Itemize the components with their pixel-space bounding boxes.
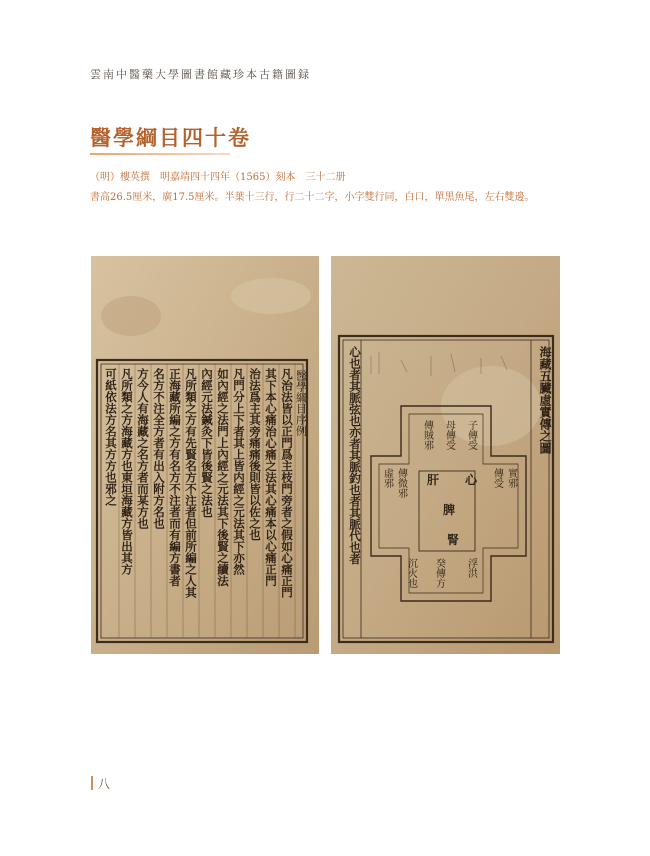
right-book-page-image: [331, 256, 560, 654]
page-number: 八: [98, 777, 111, 791]
diagram-center-2: 肝: [427, 473, 440, 487]
left-book-page-image: [91, 256, 319, 654]
running-header: 雲南中醫藥大學圖書館藏珍本古籍圖録: [90, 68, 311, 81]
left-column-12: 可紙依法方名其方方也邪之: [104, 368, 118, 506]
left-page-header: 醫學綱目序例: [294, 370, 308, 436]
left-column-2: 其下本心痛治心痛之法其心痛本以心痛正門: [264, 368, 278, 587]
right-page-header: 海藏五臟虛實傳之圖: [538, 346, 552, 454]
left-column-7: 凡所類之方有先賢名方不注者但前所編之人其: [184, 368, 198, 598]
diagram-right-2: 傳受: [491, 468, 503, 488]
page-title: 醫學綱目四十卷: [90, 125, 251, 150]
left-column-1: 凡治法皆以正門爲主枝門旁者之假如心痛正門: [280, 368, 294, 598]
title-underline: [90, 153, 230, 155]
right-page-left-column: 心也者其脈弦也亦者其脈釣也者其脈代也者: [348, 346, 362, 565]
physical-description-line: 書高26.5厘米，廣17.5厘米。半葉十三行，行二十二字，小字雙行同，白口，單黑魚尾，左右雙邊。: [90, 192, 535, 203]
diagram-center-3: 脾: [443, 503, 456, 517]
diagram-right-1: 實邪: [505, 468, 517, 488]
diagram-left-2: 虛邪: [381, 468, 393, 488]
left-column-11: 凡所類之方海藏方也東垣海藏方皆出其方: [120, 368, 134, 575]
diagram-top-1: 子傳受: [465, 420, 477, 450]
left-column-3: 治法爲主其旁痛痛後則皆以佐之也: [248, 368, 262, 541]
left-column-6: 內經元法鍼灸下皆後賢之法也: [200, 368, 214, 518]
left-column-4: 凡門分上下者其上皆内經之元法其下亦然: [232, 368, 246, 575]
diagram-center-4: 腎: [447, 533, 460, 547]
diagram-bottom-3: 浮洪: [465, 558, 477, 578]
diagram-top-2: 母傳受: [443, 420, 455, 450]
diagram-bottom-2: 癸傳方: [433, 558, 445, 588]
diagram-top-3: 傳賊邪: [421, 420, 433, 450]
bibliographic-line: （明）樓英撰 明嘉靖四十四年（1565）刻本 三十二册: [90, 172, 346, 183]
left-column-5: 如內經之法門上內經之元法其下後賢之續法: [216, 368, 230, 587]
page-number-marker: [91, 776, 93, 790]
diagram-left-1: 傳微邪: [395, 468, 407, 498]
left-page-svg: [91, 256, 319, 654]
left-column-9: 名方不注全方者有出入附方名也: [152, 368, 166, 529]
left-column-8: 正海藏所編之方有名方不注者而有編方書者: [168, 368, 182, 587]
right-page-svg: [331, 256, 560, 654]
left-column-10: 方今人有海藏之名方者而某方也: [136, 368, 150, 529]
diagram-center-1: 心: [465, 473, 478, 487]
diagram-bottom-1: 沉火也: [405, 558, 417, 588]
